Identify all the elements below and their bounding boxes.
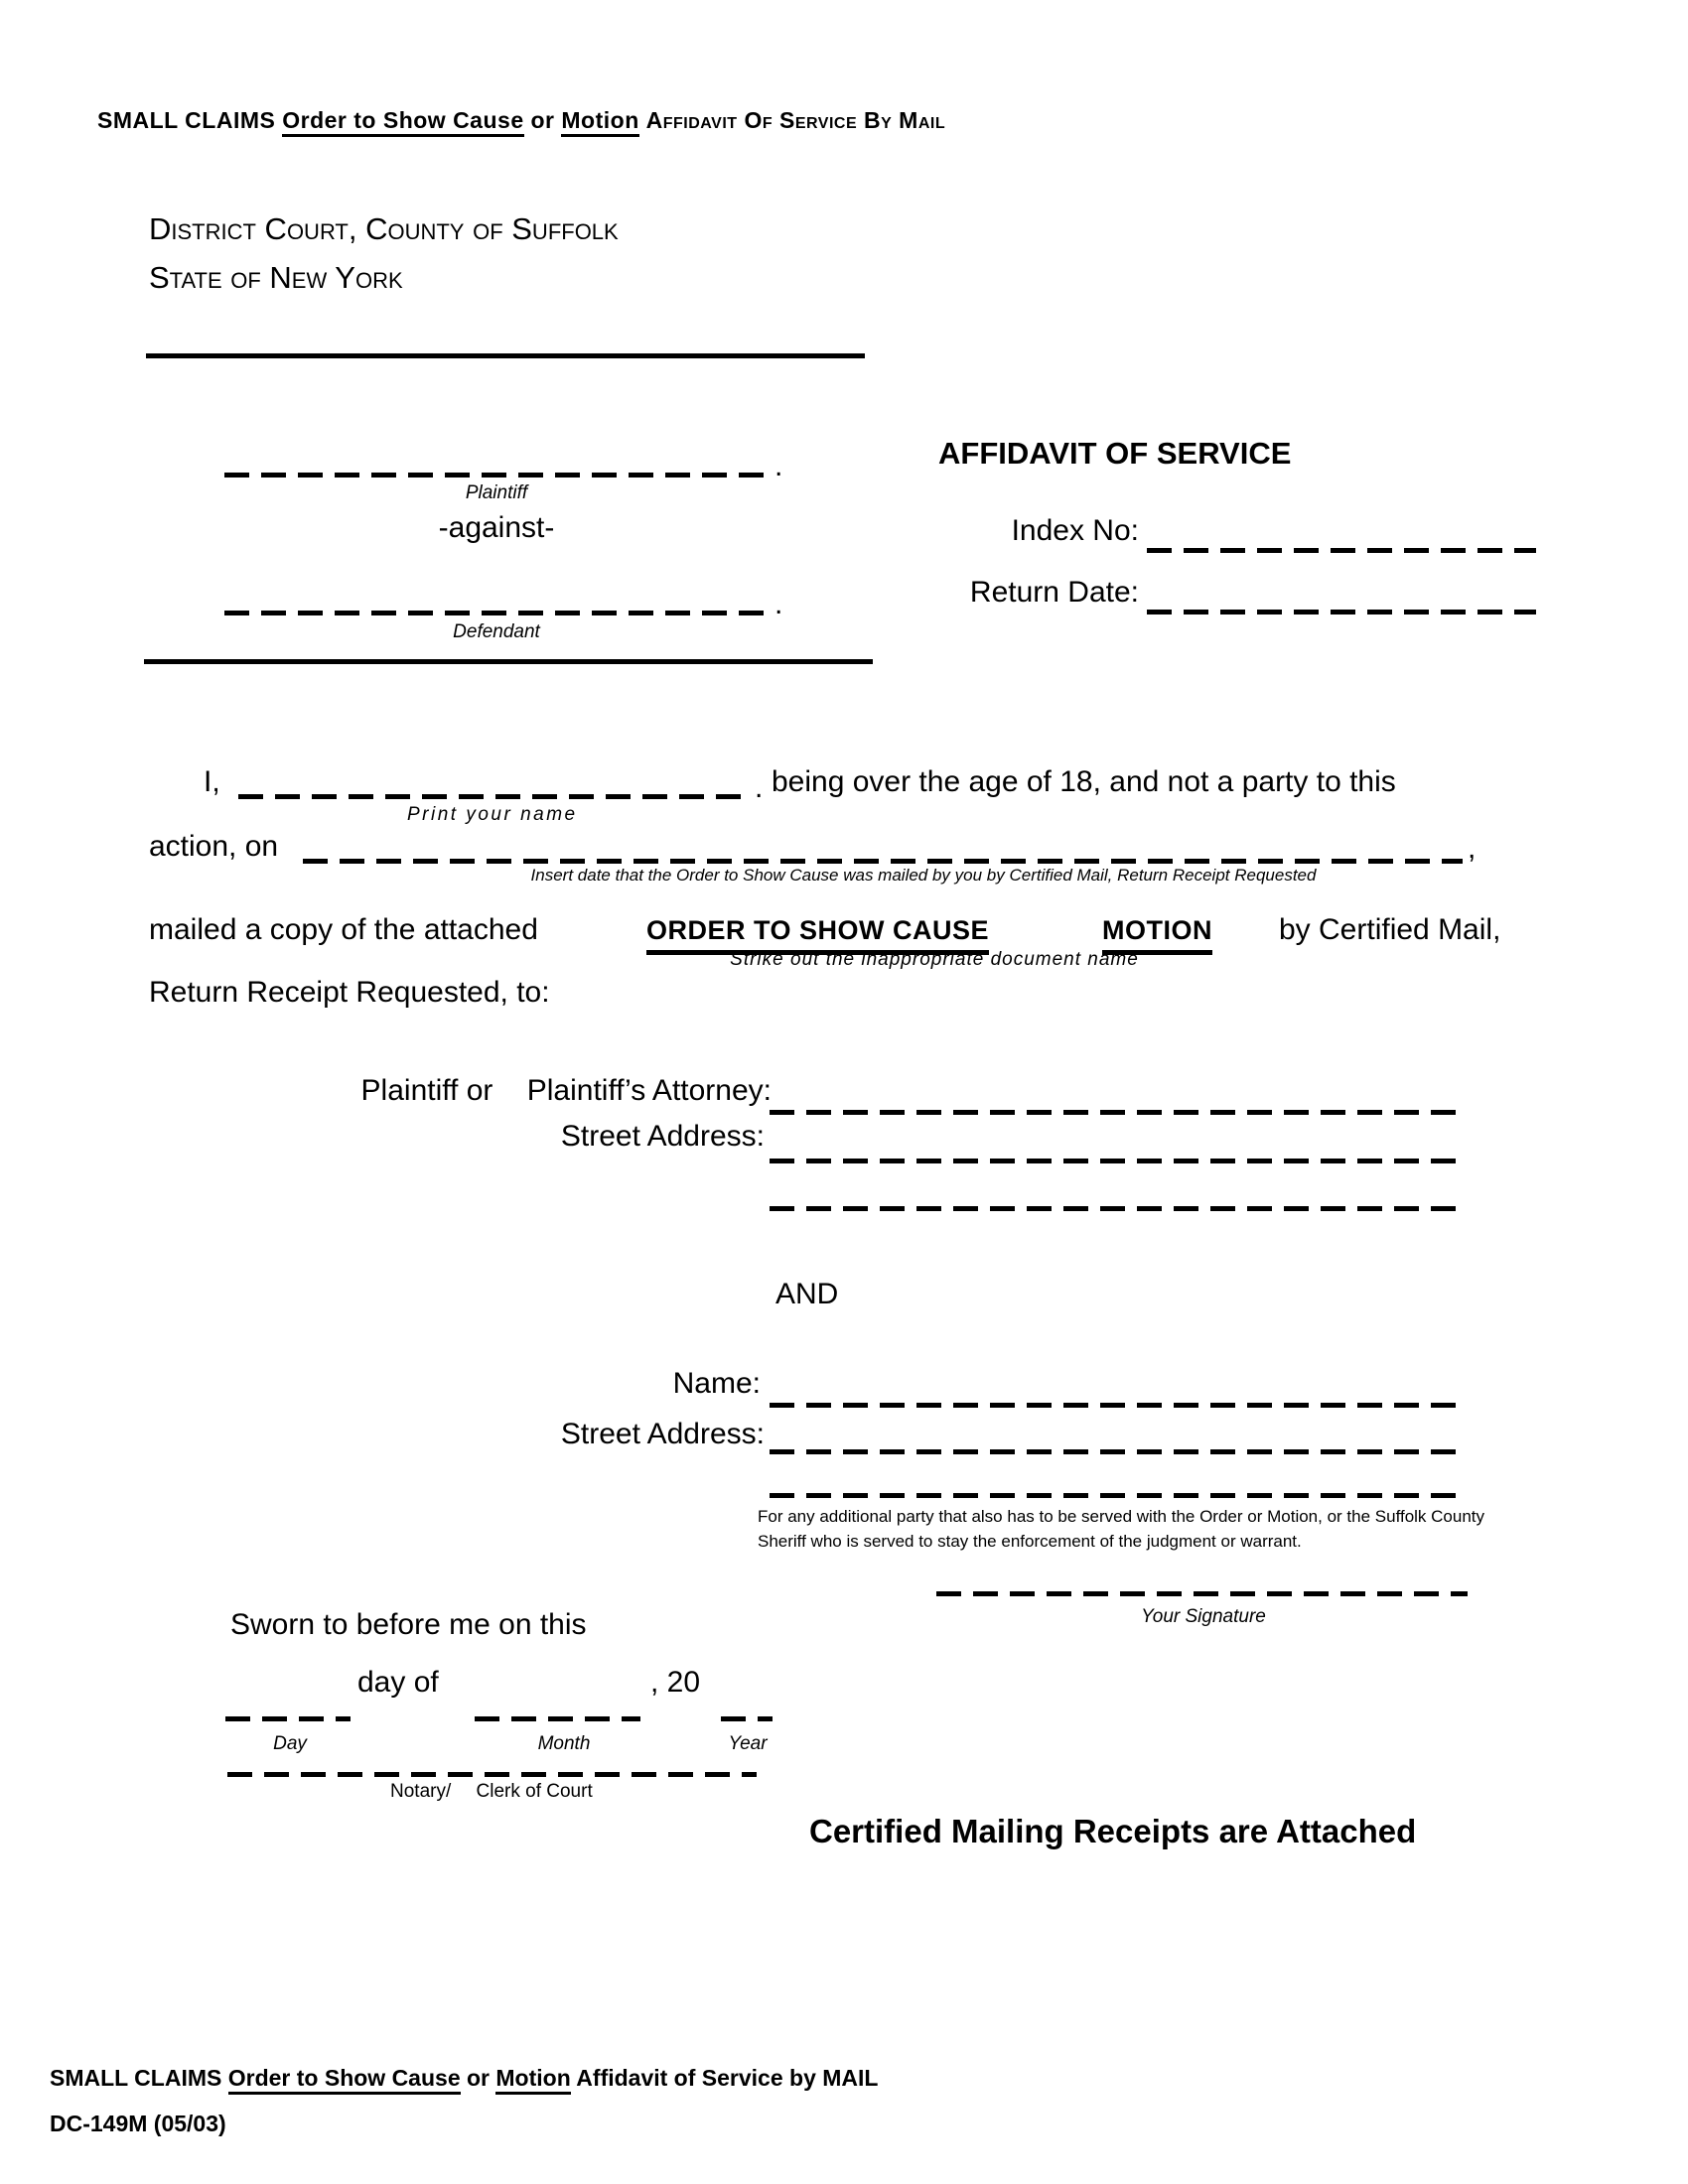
caption-rule-bottom (144, 659, 873, 664)
and-separator: AND (775, 1278, 839, 1310)
form-header-suffix: Affidavit Of Service By Mail (645, 107, 946, 133)
year-prefix-text: , 20 (650, 1666, 701, 1699)
court-name (149, 205, 619, 302)
attorney-name-blank[interactable] (770, 1110, 1460, 1115)
court-name-line2: State of New York (149, 260, 403, 295)
sworn-text: Sworn to before me on this (230, 1608, 587, 1641)
insert-date-note: Insert date that the Order to Show Cause was mailed by you by Certified Mail, Return Receipt Requested (530, 866, 1317, 885)
day-blank[interactable] (225, 1716, 351, 1721)
party2-street-blank-1[interactable] (770, 1449, 1460, 1454)
form-header (97, 107, 945, 134)
being-over-age-text: being over the age of 18, and not a party to this (772, 765, 1396, 798)
notary-clerk-label (390, 1781, 593, 1803)
defendant-label: Defendant (453, 621, 540, 642)
return-date-label: Return Date: (969, 576, 1139, 609)
mailing-date-blank[interactable] (303, 859, 1463, 864)
day-label: Day (273, 1733, 307, 1754)
footer-small-claims: SMALL CLAIMS (50, 2065, 222, 2091)
month-blank[interactable] (475, 1716, 640, 1721)
plaintiff-or-label: Plaintiff or (360, 1074, 493, 1107)
return-receipt-text: Return Receipt Requested, to: (149, 976, 550, 1009)
defendant-name-blank[interactable] (224, 611, 769, 615)
plaintiffs-attorney-label: Plaintiff’s Attorney: (526, 1074, 772, 1107)
index-no-label: Index No: (1011, 514, 1139, 547)
party2-name-blank[interactable] (770, 1403, 1460, 1408)
return-date-blank[interactable] (1147, 610, 1536, 614)
footer-order-to-show-cause: Order to Show Cause (228, 2065, 461, 2095)
affidavit-title: AFFIDAVIT OF SERVICE (938, 436, 1292, 471)
footer-title (50, 2065, 878, 2092)
month-label: Month (537, 1733, 591, 1754)
notary-label-part2: Clerk of Court (476, 1781, 593, 1802)
caption-rule-top (146, 353, 865, 358)
plaintiff-name-blank[interactable] (224, 473, 769, 478)
by-certified-mail-text: by Certified Mail, (1279, 913, 1501, 946)
party2-street-label: Street Address: (560, 1418, 765, 1450)
attorney-street-blank-1[interactable] (770, 1159, 1460, 1163)
footer-suffix: Affidavit of Service by MAIL (576, 2065, 879, 2091)
form-header-motion: Motion (561, 107, 638, 137)
notary-label-part1: Notary/ (390, 1781, 452, 1802)
party2-name-label: Name: (672, 1367, 761, 1400)
plaintiff-label: Plaintiff (465, 482, 528, 503)
defendant-blank-period: . (774, 588, 783, 620)
print-your-name-note: Print your name (407, 804, 578, 825)
affiant-name-blank[interactable] (238, 794, 750, 799)
form-header-order-to-show-cause: Order to Show Cause (282, 107, 523, 137)
attorney-street-blank-2[interactable] (770, 1206, 1460, 1211)
doc-option-order-to-show-cause[interactable]: ORDER TO SHOW CAUSE (646, 913, 989, 955)
footer-motion: Motion (495, 2065, 570, 2095)
form-header-small-claims: SMALL CLAIMS (97, 107, 276, 133)
court-name-line1: District Court, County of Suffolk (149, 211, 619, 246)
mailing-date-comma: , (1468, 832, 1477, 865)
index-no-blank[interactable] (1147, 548, 1536, 553)
year-label: Year (728, 1733, 768, 1754)
notary-signature-blank[interactable] (227, 1772, 757, 1777)
receipts-attached-note: Certified Mailing Receipts are Attached (809, 1813, 1417, 1849)
against-label: -against- (438, 511, 555, 544)
strike-out-note: Strike out the inappropriate document name (730, 949, 1139, 970)
signature-blank[interactable] (936, 1591, 1468, 1596)
additional-party-note-line1: For any additional party that also has to be served with the Order or Motion, or the Suffolk County (758, 1507, 1485, 1526)
year-blank[interactable] (721, 1716, 773, 1721)
affiant-blank-period: . (755, 771, 764, 804)
form-code: DC-149M (05/03) (50, 2111, 226, 2136)
footer-or: or (467, 2065, 490, 2091)
attorney-row-label (275, 1074, 772, 1108)
mailed-copy-text: mailed a copy of the attached (149, 913, 538, 946)
affiant-i-prefix: I, (204, 765, 220, 798)
form-header-or: or (530, 107, 555, 133)
additional-party-note-line2: Sheriff who is served to stay the enforcement of the judgment or warrant. (758, 1532, 1302, 1551)
plaintiff-blank-period: . (774, 450, 783, 482)
party2-street-blank-2[interactable] (770, 1493, 1460, 1498)
your-signature-label: Your Signature (1141, 1606, 1266, 1627)
action-on-text: action, on (149, 830, 279, 863)
day-of-text: day of (357, 1666, 439, 1699)
doc-option-motion[interactable]: MOTION (1102, 913, 1212, 955)
attorney-street-label: Street Address: (560, 1120, 765, 1153)
